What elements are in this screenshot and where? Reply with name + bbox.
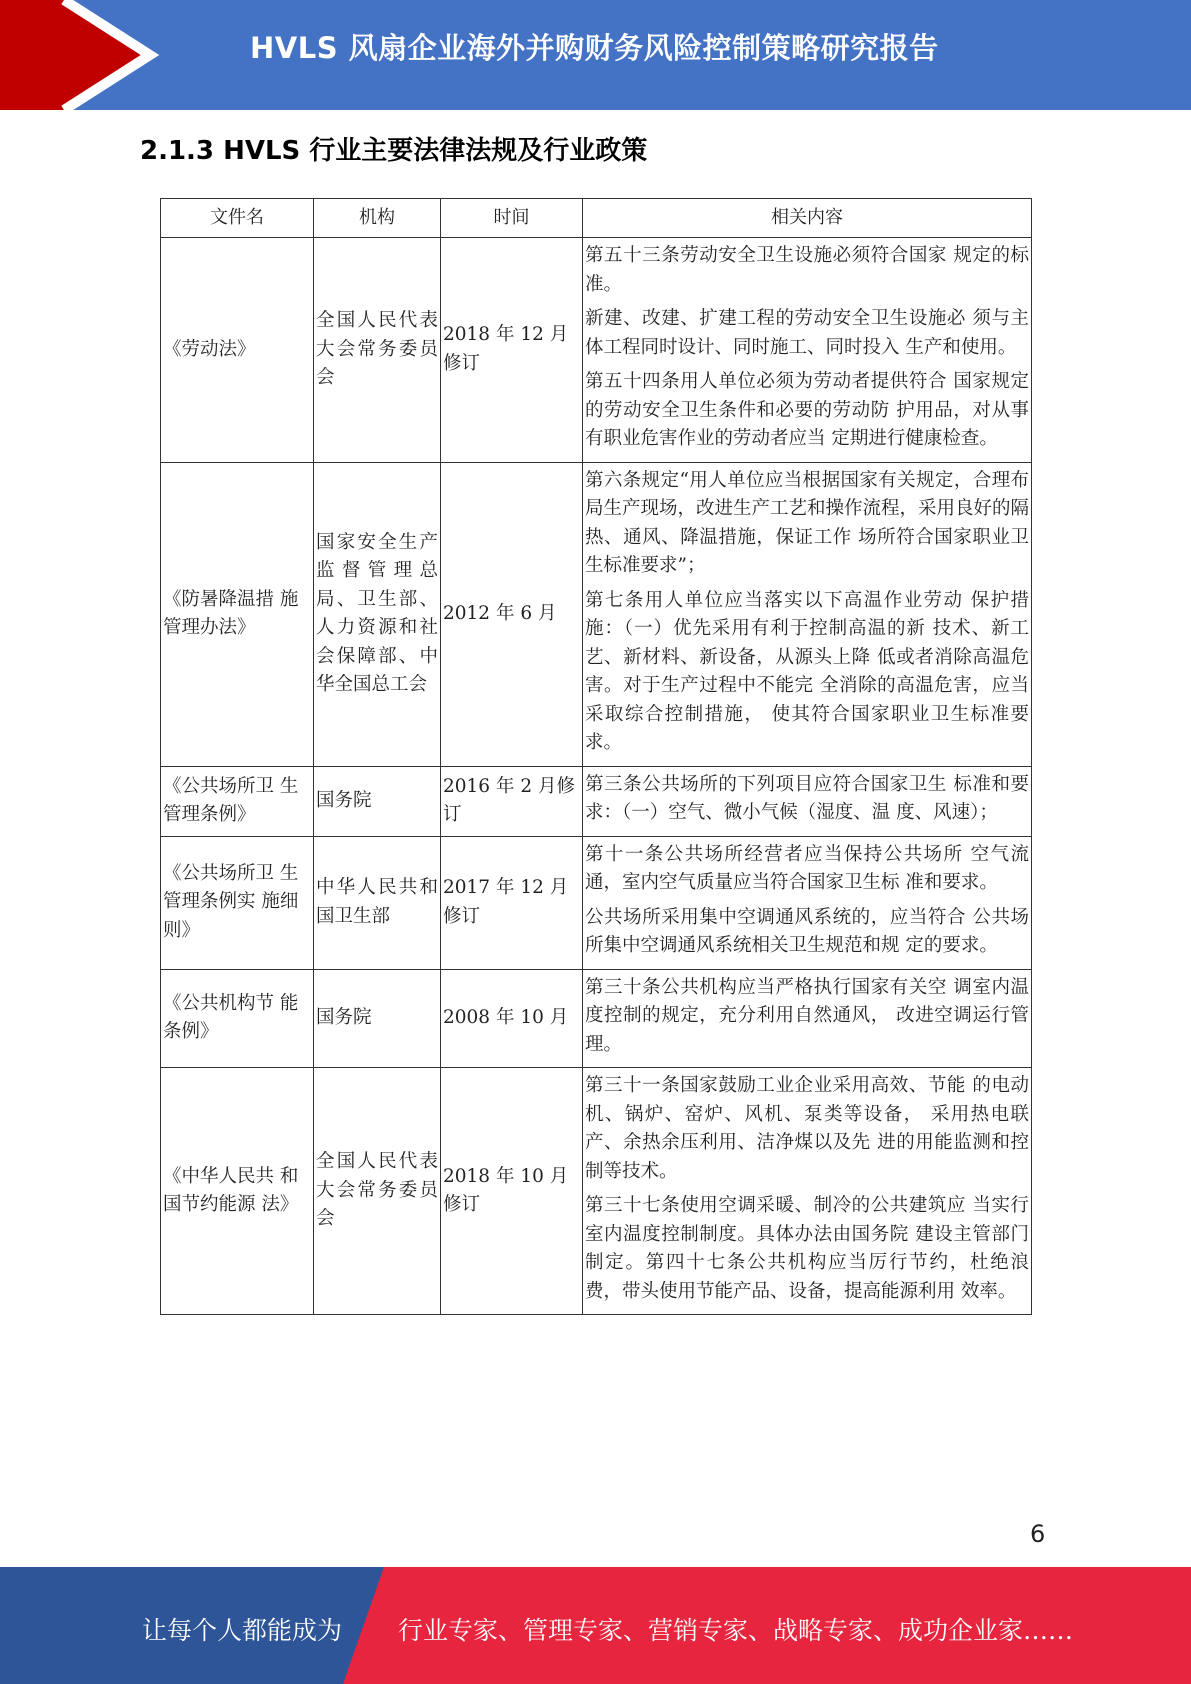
- cell-org: 国务院: [314, 969, 441, 1068]
- cell-content: [583, 1068, 1032, 1315]
- regulations-table: [160, 198, 1032, 1315]
- column-header-content: 相关内容: [583, 199, 1032, 238]
- page-number: 6: [1030, 1520, 1046, 1548]
- cell-time: 2018 年 10 月修订: [441, 1068, 583, 1315]
- content-paragraph: 第三十一条国家鼓励工业企业采用高效、节能 的电动机、锅炉、窑炉、风机、泵类等设备， 采用热电联产、余热余压利用、洁净煤以及先 进的用能监测和控制等技术。: [585, 1075, 1029, 1182]
- cell-name: 《防暑降温措 施管理办法》: [161, 462, 314, 766]
- table-row: [161, 1068, 1032, 1315]
- cell-name: 《中华人民共 和国节约能源 法》: [161, 1068, 314, 1315]
- page-header: [0, 0, 1191, 110]
- cell-content: [583, 238, 1032, 463]
- table-header-row: [161, 199, 1032, 238]
- cell-content: [583, 462, 1032, 766]
- cell-org: 国家安全生产监督管理总局、卫生部、人力资源和社会保障部、中华全国总工会: [314, 462, 441, 766]
- cell-name: 《公共机构节 能条例》: [161, 969, 314, 1068]
- content-paragraph: 第十一条公共场所经营者应当保持公共场所 空气流通，室内空气质量应当符合国家卫生标 准和要求。: [585, 843, 1029, 893]
- column-header-time: 时间: [441, 199, 583, 238]
- header-red-arrow: [0, 0, 150, 110]
- content-paragraph: 公共场所采用集中空调通风系统的，应当符合 公共场所集中空调通风系统相关卫生规范和规 定的要求。: [585, 906, 1029, 956]
- page-footer: [0, 1567, 1191, 1684]
- content-paragraph: 第五十四条用人单位必须为劳动者提供符合 国家规定的劳动安全卫生条件和必要的劳动防 护用品，对从事有职业危害作业的劳动者应当 定期进行健康检查。: [585, 371, 1029, 449]
- cell-org: 国务院: [314, 766, 441, 836]
- cell-org: 全国人民代表大会常务委员会: [314, 1068, 441, 1315]
- cell-time: 2018 年 12 月修订: [441, 238, 583, 463]
- content-paragraph: 第五十三条劳动安全卫生设施必须符合国家 规定的标准。: [585, 245, 1029, 295]
- table-row: [161, 766, 1032, 836]
- footer-slogan-left: 让每个人都能成为: [142, 1616, 343, 1645]
- header-title: HVLS 风扇企业海外并购财务风险控制策略研究报告: [250, 31, 939, 65]
- column-header-name: 文件名: [161, 199, 314, 238]
- table-row: [161, 462, 1032, 766]
- table-row: [161, 836, 1032, 969]
- content-paragraph: 新建、改建、扩建工程的劳动安全卫生设施必 须与主体工程同时设计、同时施工、同时投入 生产和使用。: [585, 308, 1029, 358]
- cell-name: 《公共场所卫 生管理条例》: [161, 766, 314, 836]
- cell-org: 中华人民共和国卫生部: [314, 836, 441, 969]
- cell-content: [583, 766, 1032, 836]
- content-paragraph: 第七条用人单位应当落实以下高温作业劳动 保护措施：（一）优先采用有利于控制高温的新 技术、新工艺、新材料、新设备，从源头上降 低或者消除高温危害。对于生产过程中不能完 全消除的高温危害，应当采取综合控制措施， 使其符合国家职业卫生标准要求。: [585, 589, 1029, 753]
- cell-content: [583, 969, 1032, 1068]
- column-header-org: 机构: [314, 199, 441, 238]
- cell-name: 《公共场所卫 生管理条例实 施细则》: [161, 836, 314, 969]
- cell-org: 全国人民代表大会常务委员会: [314, 238, 441, 463]
- footer-slogan-right: 行业专家、管理专家、营销专家、战略专家、成功企业家……: [398, 1616, 1074, 1645]
- content-paragraph: 第六条规定“用人单位应当根据国家有关规定，合理布局生产现场，改进生产工艺和操作流程，采用良好的隔热、通风、降温措施，保证工作 场所符合国家职业卫生标准要求”；: [585, 469, 1030, 576]
- cell-content: [583, 836, 1032, 969]
- cell-time: 2016 年 2 月修订: [441, 766, 583, 836]
- table-row: [161, 238, 1032, 463]
- table-row: [161, 969, 1032, 1068]
- cell-time: 2017 年 12 月修订: [441, 836, 583, 969]
- content-paragraph: 第三条公共场所的下列项目应符合国家卫生 标准和要求：（一）空气、微小气候（湿度、温 度、风速）；: [585, 773, 1029, 823]
- cell-name: 《劳动法》: [161, 238, 314, 463]
- cell-time: 2008 年 10 月: [441, 969, 583, 1068]
- cell-time: 2012 年 6 月: [441, 462, 583, 766]
- section-title: 2.1.3 HVLS 行业主要法律法规及行业政策: [140, 136, 648, 166]
- content-paragraph: 第三十七条使用空调采暖、制冷的公共建筑应 当实行室内温度控制制度。具体办法由国务院 建设主管部门制定。第四十七条公共机构应当厉行节约，杜绝浪 费，带头使用节能产品、设备，提高能源利用 效率。: [585, 1195, 1029, 1302]
- content-paragraph: 第三十条公共机构应当严格执行国家有关空 调室内温度控制的规定，充分利用自然通风， 改进空调运行管理。: [585, 976, 1029, 1055]
